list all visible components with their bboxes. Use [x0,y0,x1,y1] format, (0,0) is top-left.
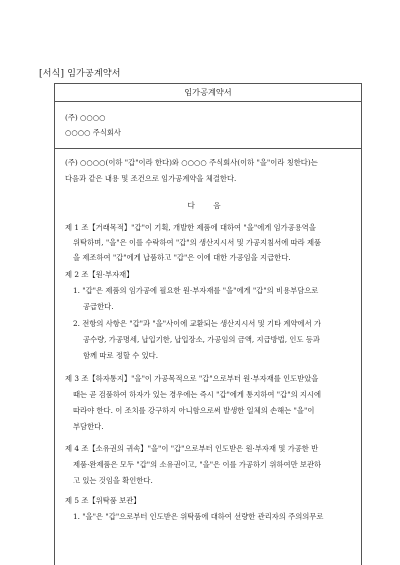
article-2-line: 2. 전항의 사항은 "갑"과 "을"사이에 교환되는 생산지시서 및 기타 계약에서 가 [73,319,321,328]
article-4-line: 고 있는 것임을 확인한다. [73,476,153,485]
title-divider [55,101,361,102]
intro-line: (주) ○○○○(이하 "갑"이라 한다)와 ○○○○ 주식회사(이하 "을"이라 칭한다)는 [65,158,318,167]
party-b: ○○○○ 주식회사 [65,128,121,137]
article-1-line: 위탁하며, "을"은 이를 수락하여 "갑"의 생산지시서 및 가공지침서에 따라 제품 [73,238,322,247]
article-1-line: 을 제조하여 "갑"에게 납품하고 "갑"은 이에 대한 가공임을 지급한다. [73,253,291,262]
document-label: [서식] 임가공계약서 [39,69,121,79]
article-2-line: 1. "갑"은 제품의 임가공에 필요한 원·부자재를 "을"에게 "갑"의 비용부담으로 [73,286,319,295]
contract-title: 임가공계약서 [184,87,232,97]
article-2-heading: 제 2 조【원·부자재】 [65,270,134,279]
article-3-line: 부담한다. [73,422,104,431]
article-5-heading: 제 5 조【위탁품 보관】 [65,496,141,505]
article-2-line: 함께 따로 정할 수 있다. [83,351,159,360]
section-heading: 다 음 [187,201,229,210]
article-5-line: 1. "을"은 "갑"으로부터 인도받은 위탁품에 대하여 선량한 관리자의 주의의무로 [73,512,324,521]
article-1-line: 제 1 조【거래목적】"갑"이 기획, 개발한 제품에 대하여 "을"에게 임가공용역을 [65,223,316,232]
contract-frame [54,83,362,565]
article-3-line: 때는 곧 검품하여 하자가 있는 경우에는 즉시 "갑"에게 통지하여 "갑"의 지시에 [73,390,322,399]
article-2-line: 공급한다. [83,302,114,311]
article-2-line: 공수량, 가공명세, 납입기한, 납입장소, 가공임의 금액, 지급방법, 인도 등과 [83,335,320,344]
party-a: (주) ○○○○ [65,113,106,122]
article-3-line: 제 3 조【하자통지】"을"이 가공목적으로 "갑"으로부터 원·부자재를 인도받았을 [65,374,319,383]
party-divider [55,148,361,149]
intro-line: 다음과 같은 내용 및 조건으로 임가공계약을 체결한다. [65,174,237,183]
article-4-line: 제 4 조【소유권의 귀속】"을"이 "갑"으로부터 인도받은 원·부자재 및 가공한 반 [65,444,319,453]
article-4-line: 제품·완제품은 모두 "갑"의 소유권이고, "을"은 이를 가공하기 위하여만 보관하 [73,460,322,469]
article-3-line: 따라야 한다. 이 조치를 강구하지 아니함으로써 발생한 일체의 손해는 "을"이 [73,406,315,415]
